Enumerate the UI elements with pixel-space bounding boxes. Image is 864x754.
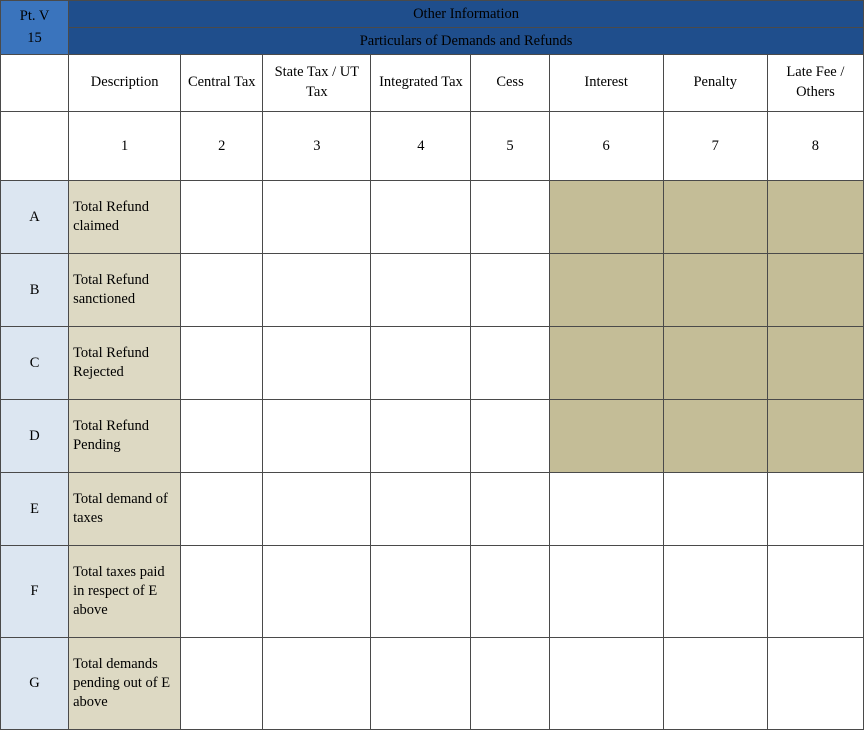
table-row bbox=[1, 254, 864, 327]
cell-d-integrated-tax[interactable] bbox=[371, 400, 471, 473]
row-letter-g: G bbox=[1, 638, 69, 730]
cell-g-cess[interactable] bbox=[471, 638, 549, 730]
column-number-3: 3 bbox=[263, 112, 371, 181]
row-description-c: Total Refund Rejected bbox=[69, 327, 181, 400]
cell-b-integrated-tax[interactable] bbox=[371, 254, 471, 327]
table-title: Other Information bbox=[69, 1, 864, 28]
row-letter-e: E bbox=[1, 473, 69, 546]
cell-d-interest-blocked bbox=[549, 400, 663, 473]
cell-e-cess[interactable] bbox=[471, 473, 549, 546]
column-title-central-tax: Central Tax bbox=[181, 55, 263, 112]
cell-d-penalty-blocked bbox=[663, 400, 767, 473]
column-number-5: 5 bbox=[471, 112, 549, 181]
column-title-description: Description bbox=[69, 55, 181, 112]
column-title-blank bbox=[1, 55, 69, 112]
cell-c-interest-blocked bbox=[549, 327, 663, 400]
cell-f-integrated-tax[interactable] bbox=[371, 546, 471, 638]
cell-f-central-tax[interactable] bbox=[181, 546, 263, 638]
cell-b-penalty-blocked bbox=[663, 254, 767, 327]
cell-g-late-fee[interactable] bbox=[767, 638, 863, 730]
cell-a-state-tax[interactable] bbox=[263, 181, 371, 254]
column-number-4: 4 bbox=[371, 112, 471, 181]
row-letter-a: A bbox=[1, 181, 69, 254]
column-title-state-tax: State Tax / UT Tax bbox=[263, 55, 371, 112]
cell-a-penalty-blocked bbox=[663, 181, 767, 254]
cell-c-penalty-blocked bbox=[663, 327, 767, 400]
row-letter-d: D bbox=[1, 400, 69, 473]
column-number-6: 6 bbox=[549, 112, 663, 181]
cell-f-late-fee[interactable] bbox=[767, 546, 863, 638]
row-letter-f: F bbox=[1, 546, 69, 638]
column-title-late-fee-others: Late Fee / Others bbox=[767, 55, 863, 112]
cell-e-penalty[interactable] bbox=[663, 473, 767, 546]
cell-a-integrated-tax[interactable] bbox=[371, 181, 471, 254]
cell-g-central-tax[interactable] bbox=[181, 638, 263, 730]
cell-e-interest[interactable] bbox=[549, 473, 663, 546]
column-number-2: 2 bbox=[181, 112, 263, 181]
row-description-f: Total taxes paid in respect of E above bbox=[69, 546, 181, 638]
cell-g-interest[interactable] bbox=[549, 638, 663, 730]
cell-b-central-tax[interactable] bbox=[181, 254, 263, 327]
table-row bbox=[1, 327, 864, 400]
cell-e-late-fee[interactable] bbox=[767, 473, 863, 546]
cell-f-state-tax[interactable] bbox=[263, 546, 371, 638]
table-row bbox=[1, 473, 864, 546]
cell-b-late-fee-blocked bbox=[767, 254, 863, 327]
table-header-subtitle-row bbox=[1, 28, 864, 55]
cell-d-state-tax[interactable] bbox=[263, 400, 371, 473]
column-title-interest: Interest bbox=[549, 55, 663, 112]
row-description-d: Total Refund Pending bbox=[69, 400, 181, 473]
table-subtitle: Particulars of Demands and Refunds bbox=[69, 28, 864, 55]
row-description-g: Total demands pending out of E above bbox=[69, 638, 181, 730]
column-number-8: 8 bbox=[767, 112, 863, 181]
table-row bbox=[1, 638, 864, 730]
row-letter-b: B bbox=[1, 254, 69, 327]
table-row bbox=[1, 400, 864, 473]
cell-d-cess[interactable] bbox=[471, 400, 549, 473]
cell-b-state-tax[interactable] bbox=[263, 254, 371, 327]
cell-e-state-tax[interactable] bbox=[263, 473, 371, 546]
cell-g-penalty[interactable] bbox=[663, 638, 767, 730]
cell-e-central-tax[interactable] bbox=[181, 473, 263, 546]
cell-d-late-fee-blocked bbox=[767, 400, 863, 473]
cell-b-cess[interactable] bbox=[471, 254, 549, 327]
row-letter-c: C bbox=[1, 327, 69, 400]
cell-a-central-tax[interactable] bbox=[181, 181, 263, 254]
cell-g-state-tax[interactable] bbox=[263, 638, 371, 730]
part-label-cell bbox=[1, 1, 69, 55]
column-number-7: 7 bbox=[663, 112, 767, 181]
cell-c-central-tax[interactable] bbox=[181, 327, 263, 400]
cell-g-integrated-tax[interactable] bbox=[371, 638, 471, 730]
row-description-b: Total Refund sanctioned bbox=[69, 254, 181, 327]
column-title-row bbox=[1, 55, 864, 112]
part-label-line1: Pt. V bbox=[19, 8, 50, 25]
column-title-penalty: Penalty bbox=[663, 55, 767, 112]
cell-c-state-tax[interactable] bbox=[263, 327, 371, 400]
cell-f-interest[interactable] bbox=[549, 546, 663, 638]
table-row bbox=[1, 181, 864, 254]
part-label-line2: 15 bbox=[27, 29, 42, 46]
cell-c-integrated-tax[interactable] bbox=[371, 327, 471, 400]
row-description-a: Total Refund claimed bbox=[69, 181, 181, 254]
column-number-1: 1 bbox=[69, 112, 181, 181]
cell-c-late-fee-blocked bbox=[767, 327, 863, 400]
row-description-e: Total demand of taxes bbox=[69, 473, 181, 546]
cell-f-cess[interactable] bbox=[471, 546, 549, 638]
cell-f-penalty[interactable] bbox=[663, 546, 767, 638]
column-number-blank bbox=[1, 112, 69, 181]
cell-a-cess[interactable] bbox=[471, 181, 549, 254]
cell-a-interest-blocked bbox=[549, 181, 663, 254]
cell-a-late-fee-blocked bbox=[767, 181, 863, 254]
cell-e-integrated-tax[interactable] bbox=[371, 473, 471, 546]
cell-d-central-tax[interactable] bbox=[181, 400, 263, 473]
column-title-cess: Cess bbox=[471, 55, 549, 112]
column-title-integrated-tax: Integrated Tax bbox=[371, 55, 471, 112]
column-number-row bbox=[1, 112, 864, 181]
table-row bbox=[1, 546, 864, 638]
table-header-title-row bbox=[1, 1, 864, 28]
cell-c-cess[interactable] bbox=[471, 327, 549, 400]
cell-b-interest-blocked bbox=[549, 254, 663, 327]
